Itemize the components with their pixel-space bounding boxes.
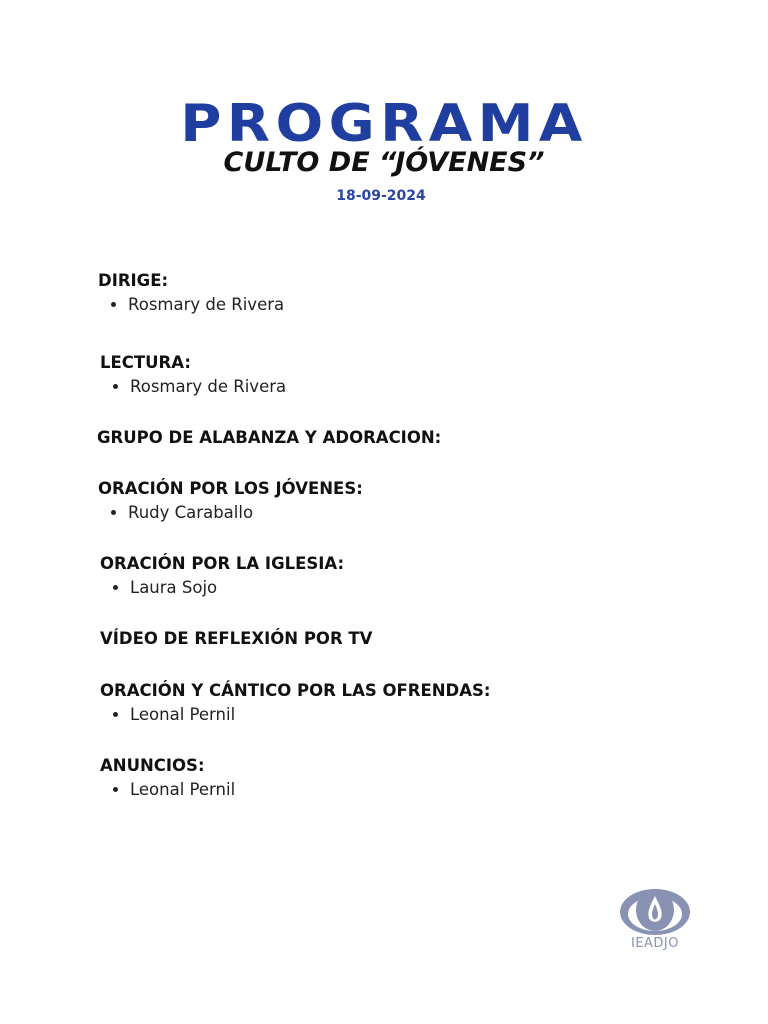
section-anuncios <box>100 755 235 801</box>
person-item: • Leonal Pernil <box>130 779 235 801</box>
person-list <box>100 577 344 599</box>
section-heading: ORACIÓN Y CÁNTICO POR LAS OFRENDAS: <box>100 681 491 700</box>
section-video <box>100 628 372 650</box>
section-heading: VÍDEO DE REFLEXIÓN POR TV <box>100 629 373 648</box>
section-lectura <box>100 352 286 398</box>
person-list <box>100 704 491 726</box>
page-title: PROGRAMA <box>180 94 588 154</box>
person-item: • Rosmary de Rivera <box>128 294 284 316</box>
program-date: 18-09-2024 <box>336 188 426 204</box>
person-item: • Rudy Caraballo <box>128 502 363 524</box>
logo-text: IEADJO <box>630 936 680 951</box>
person-list <box>100 779 235 801</box>
person-item: • Rosmary de Rivera <box>130 376 286 398</box>
section-dirige <box>98 270 284 316</box>
section-heading: DIRIGE: <box>98 271 169 290</box>
section-heading: ORACIÓN POR LA IGLESIA: <box>100 554 345 573</box>
section-heading: ANUNCIOS: <box>100 756 205 775</box>
section-heading: ORACIÓN POR LOS JÓVENES: <box>98 479 363 498</box>
section-heading: GRUPO DE ALABANZA Y ADORACION: <box>97 428 442 447</box>
person-list <box>100 376 286 398</box>
section-oracion-jovenes <box>98 478 363 524</box>
person-list <box>98 294 284 316</box>
person-item: • Leonal Pernil <box>130 704 491 726</box>
section-alabanza <box>97 427 441 449</box>
section-oracion-iglesia <box>100 553 344 599</box>
person-item: • Laura Sojo <box>130 577 344 599</box>
page-subtitle: CULTO DE “JÓVENES” <box>223 147 545 178</box>
section-ofrendas <box>100 680 491 726</box>
person-list <box>98 502 363 524</box>
section-heading: LECTURA: <box>100 353 191 372</box>
